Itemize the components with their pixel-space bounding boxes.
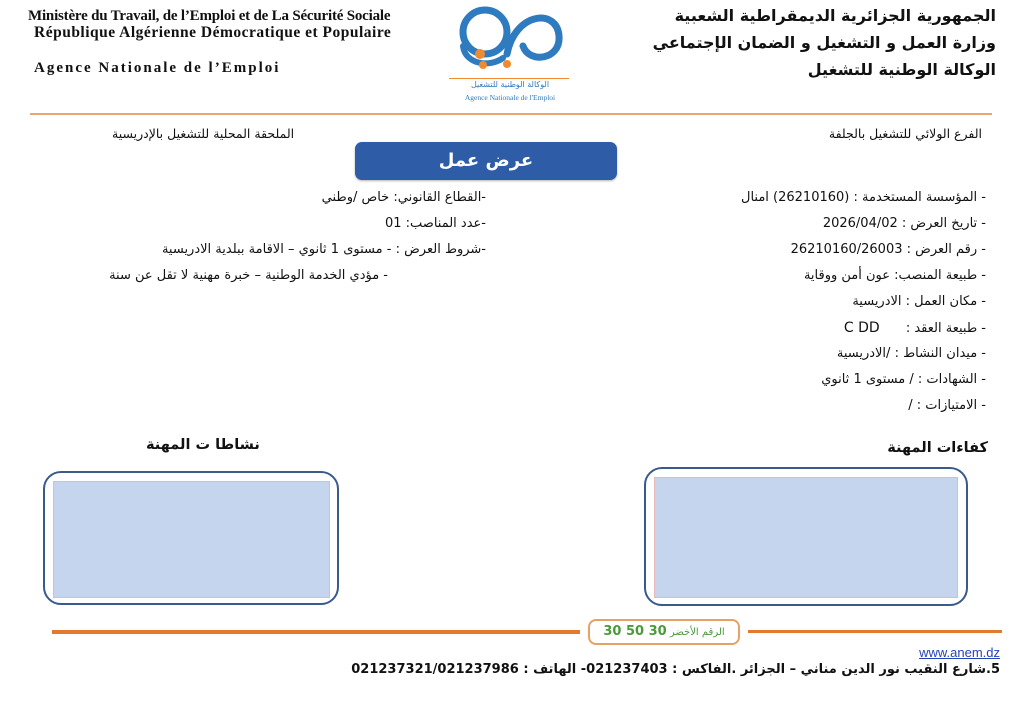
skills-label: كفاءات المهنة — [887, 440, 988, 456]
skills-box — [644, 467, 968, 606]
branch-label: الفرع الولائي للتشغيل بالجلفة — [828, 126, 982, 141]
activities-box-content — [53, 481, 330, 598]
logo-text-ar: الوكالة الوطنية للتشغيل — [470, 80, 550, 89]
field-contract-type: - طبيعة العقد : C DD — [843, 320, 986, 336]
field-activity-domain: - ميدان النشاط : /الادريسية — [836, 346, 986, 361]
field-offer-conditions-cont: - مؤدي الخدمة الوطنية – خبرة مهنية لا تقل عن سنة — [109, 268, 388, 283]
header-ar-republic: الجمهورية الجزائرية الديمقراطية الشعبية — [674, 6, 996, 25]
offer-title: عرض عمل — [355, 142, 617, 180]
green-number-label: الرقم الأخضر — [669, 627, 725, 638]
field-employer: - المؤسسة المستخدمة : (26210160) امنال — [741, 190, 986, 205]
skills-box-content — [654, 477, 958, 598]
field-offer-number: - رقم العرض : 26210160/26003 — [790, 242, 986, 257]
annex-label: الملحقة المحلية للتشغيل بالإدريسية — [112, 126, 295, 141]
field-legal-sector: -القطاع القانوني: خاص /وطني — [321, 190, 486, 205]
field-offer-date: - تاريخ العرض : 2026/04/02 — [822, 216, 986, 231]
header-ar-ministry: وزارة العمل و التشغيل و الضمان الإجتماعي — [652, 33, 996, 52]
logo-text-fr: Agence Nationale de l'Emploi — [464, 93, 556, 102]
footer-line-right — [748, 630, 1002, 633]
header-fr-ministry: Ministère du Travail, de l’Emploi et de La Sécurité Sociale — [28, 8, 391, 24]
header-fr-agency: Agence Nationale de l’Emploi — [34, 60, 281, 76]
field-offer-conditions: -شروط العرض : - مستوى 1 ثانوي – الاقامة ببلدية الادريسية — [161, 242, 486, 257]
field-benefits: - الامتيازات : / — [908, 398, 986, 413]
website-link[interactable]: www.anem.dz — [919, 645, 1000, 660]
activities-box — [43, 471, 339, 605]
field-positions-count: -عدد المناصب: 01 — [384, 216, 486, 231]
header-fr-republic: République Algérienne Démocratique et Populaire — [34, 24, 392, 41]
address-line: 5.شارع النقيب نور الدين مناني – الجزائر .الفاكس : 021237403- الهاتف : 021237321/021237986 — [351, 662, 1000, 677]
header-ar-agency: الوكالة الوطنية للتشغيل — [807, 60, 996, 79]
activities-label: نشاطا ت المهنة — [146, 437, 260, 453]
field-workplace: - مكان العمل : الادريسية — [852, 294, 986, 309]
header-divider — [30, 113, 992, 115]
green-number-badge — [588, 619, 740, 645]
field-position-type: - طبيعة المنصب: عون أمن ووقاية — [803, 268, 986, 283]
footer-line-left — [52, 630, 580, 634]
green-number-value: 30 50 30 — [603, 624, 667, 639]
field-certificates: - الشهادات : / مستوى 1 ثانوي — [821, 372, 986, 387]
